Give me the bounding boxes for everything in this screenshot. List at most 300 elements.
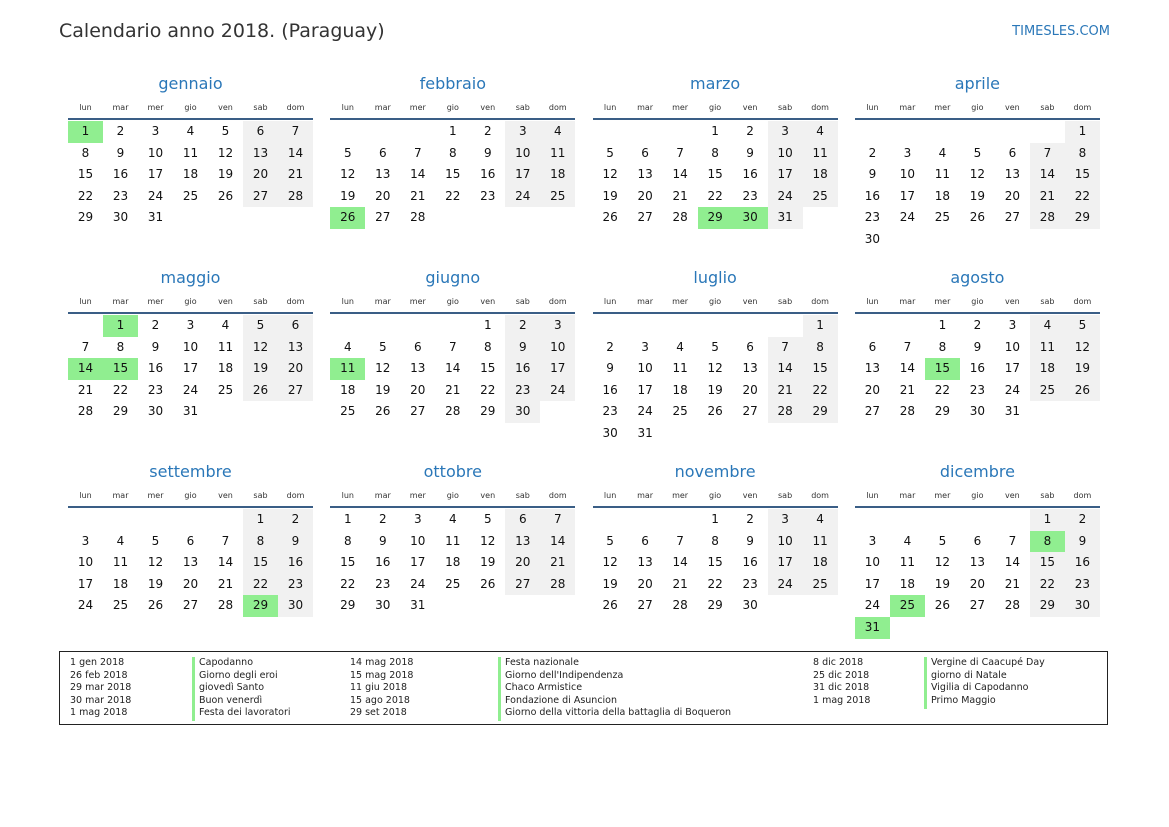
- day-cell: 2: [746, 512, 754, 526]
- day-cell: 20: [410, 382, 426, 397]
- weekday-header: ven: [480, 103, 496, 112]
- day-cell: 30: [375, 598, 391, 613]
- holiday-day-cell: 15: [103, 358, 138, 380]
- weekday-header: mer: [147, 297, 164, 306]
- day-cell: 12: [480, 533, 496, 548]
- day-cell: 11: [540, 143, 575, 165]
- day-cell: 30: [1065, 595, 1100, 617]
- weekday-header: gio: [708, 297, 722, 306]
- day-cell: 15: [243, 552, 278, 574]
- day-cell: 2: [151, 318, 160, 332]
- day-cell: 19: [243, 358, 278, 380]
- day-cell: 19: [1065, 358, 1100, 380]
- day-cell: 9: [483, 145, 492, 160]
- weekday-header: sab: [253, 491, 268, 500]
- day-cell: 30: [112, 210, 129, 225]
- day-cell: 20: [637, 576, 653, 591]
- legend-holiday-name: Festa dei lavoratori: [199, 707, 291, 718]
- day-cell: 9: [505, 337, 540, 359]
- day-cell: 24: [77, 598, 94, 613]
- day-cell: 6: [641, 533, 649, 548]
- month-name: marzo: [690, 74, 741, 93]
- weekday-header: lun: [603, 491, 617, 500]
- weekday-header: ven: [1005, 491, 1020, 500]
- day-cell: 12: [375, 361, 391, 376]
- weekday-header: sab: [253, 297, 268, 306]
- legend-date: 15 mag 2018: [350, 669, 414, 681]
- legend-date: 25 dic 2018: [813, 669, 870, 681]
- day-cell: 8: [1065, 143, 1100, 165]
- day-cell: 14: [1030, 164, 1065, 186]
- month-name: giugno: [425, 268, 481, 287]
- day-cell: 2: [746, 124, 754, 138]
- day-cell: 19: [602, 576, 618, 591]
- legend-date: 29 mar 2018: [70, 682, 132, 693]
- day-cell: 15: [1030, 552, 1065, 574]
- weekday-header: mer: [147, 491, 164, 500]
- day-cell: 20: [742, 382, 758, 397]
- weekday-header: ven: [742, 491, 758, 500]
- legend-holiday-name: Capodanno: [199, 657, 254, 668]
- day-cell: 18: [1030, 358, 1065, 380]
- day-cell: 16: [742, 555, 758, 570]
- weekday-header: ven: [218, 491, 233, 500]
- day-cell: 4: [448, 512, 457, 526]
- day-cell: 22: [480, 382, 496, 397]
- day-cell: 31: [410, 598, 426, 613]
- day-cell: 25: [340, 404, 356, 419]
- day-cell: 13: [375, 167, 391, 182]
- day-cell: 27: [505, 574, 540, 596]
- day-cell: 6: [278, 315, 313, 337]
- weekday-header: gio: [971, 297, 984, 306]
- header-rule: [593, 312, 838, 314]
- day-cell: 2: [1065, 509, 1100, 531]
- weekday-header: mar: [899, 297, 916, 306]
- day-cell: 17: [637, 382, 653, 397]
- day-cell: 11: [445, 533, 461, 548]
- weekday-header: lun: [79, 103, 92, 112]
- weekday-header: mar: [374, 297, 391, 306]
- day-cell: 17: [410, 555, 426, 570]
- day-cell: 31: [147, 210, 164, 225]
- day-cell: 12: [217, 145, 234, 160]
- day-cell: 18: [934, 188, 951, 203]
- legend-holiday-name: Giorno della vittoria della battaglia di Boqueron: [505, 707, 732, 718]
- holiday-day-cell: 1: [103, 315, 138, 337]
- weekday-header: ven: [1005, 103, 1020, 112]
- day-cell: 14: [445, 361, 461, 376]
- day-cell: 15: [445, 167, 461, 182]
- legend-holiday-name: Primo Maggio: [931, 694, 996, 706]
- day-cell: 2: [116, 124, 125, 138]
- weekday-header: mer: [672, 103, 689, 112]
- day-cell: 25: [445, 576, 461, 591]
- day-cell: 3: [81, 533, 90, 548]
- day-cell: 30: [147, 404, 164, 419]
- day-cell: 28: [768, 401, 803, 423]
- day-cell: 13: [278, 337, 313, 359]
- day-cell: 22: [707, 576, 723, 591]
- weekday-header: lun: [79, 491, 92, 500]
- day-cell: 9: [606, 361, 614, 376]
- weekday-header: sab: [515, 491, 530, 500]
- day-cell: 27: [375, 210, 391, 225]
- weekday-header: mar: [637, 297, 654, 306]
- day-cell: 26: [147, 598, 164, 613]
- weekday-header: dom: [811, 103, 829, 112]
- day-cell: 7: [1030, 143, 1065, 165]
- day-cell: 1: [1030, 509, 1065, 531]
- day-cell: 8: [483, 339, 492, 354]
- month-name: febbraio: [419, 74, 486, 93]
- weekday-header: gio: [184, 103, 197, 112]
- day-cell: 29: [340, 598, 356, 613]
- weekday-header: dom: [1073, 491, 1092, 500]
- day-cell: 27: [410, 404, 426, 419]
- day-cell: 20: [969, 576, 986, 591]
- day-cell: 23: [147, 382, 164, 397]
- day-cell: 21: [217, 576, 234, 591]
- day-cell: 23: [742, 576, 758, 591]
- day-cell: 11: [803, 143, 838, 165]
- weekday-header: sab: [778, 297, 793, 306]
- day-cell: 17: [1004, 361, 1021, 376]
- month-name: maggio: [160, 268, 221, 287]
- day-cell: 3: [540, 315, 575, 337]
- legend-names-col3: [931, 657, 1045, 707]
- day-cell: 21: [899, 382, 916, 397]
- day-cell: 13: [1004, 167, 1021, 182]
- day-cell: 17: [768, 164, 803, 186]
- day-cell: 23: [742, 188, 758, 203]
- header-rule: [68, 118, 313, 120]
- weekday-header: mar: [899, 491, 916, 500]
- weekday-header: mer: [409, 297, 426, 306]
- legend-dates-col3: [813, 657, 870, 707]
- day-cell: 13: [182, 555, 199, 570]
- page-title: Calendario anno 2018. (Paraguay): [59, 20, 385, 42]
- day-cell: 24: [768, 186, 803, 208]
- day-cell: 24: [768, 574, 803, 596]
- day-cell: 31: [182, 404, 199, 419]
- day-cell: 27: [637, 598, 653, 613]
- day-cell: 25: [182, 188, 199, 203]
- day-cell: 1: [938, 318, 947, 332]
- weekday-header: dom: [548, 103, 567, 112]
- weekday-header: dom: [286, 297, 305, 306]
- day-cell: 29: [803, 401, 838, 423]
- month-name: aprile: [954, 74, 1001, 93]
- day-cell: 12: [243, 337, 278, 359]
- weekday-header: mer: [934, 297, 951, 306]
- header-rule: [855, 506, 1100, 508]
- day-cell: 3: [903, 145, 912, 160]
- day-cell: 16: [375, 555, 391, 570]
- legend-holiday-name: Fondazione di Asuncion: [505, 694, 618, 706]
- legend-holiday-name: Vergine di Caacupé Day: [931, 657, 1045, 668]
- day-cell: 5: [606, 533, 614, 548]
- legend-holiday-name: Festa nazionale: [505, 657, 579, 668]
- day-cell: 13: [243, 143, 278, 165]
- day-cell: 1: [711, 124, 719, 138]
- day-cell: 5: [938, 533, 947, 548]
- day-cell: 1: [243, 509, 278, 531]
- day-cell: 3: [413, 512, 422, 526]
- day-cell: 8: [803, 337, 838, 359]
- holiday-day-cell: 11: [330, 358, 365, 380]
- brand-link[interactable]: TIMESLES.COM: [1012, 24, 1110, 39]
- day-cell: 28: [1004, 598, 1021, 613]
- legend-dates-col1: [70, 657, 131, 720]
- day-cell: 17: [899, 188, 916, 203]
- holiday-day-cell: 26: [330, 207, 365, 229]
- day-cell: 28: [672, 598, 688, 613]
- day-cell: 10: [768, 531, 803, 553]
- legend-separator: [192, 657, 195, 721]
- weekday-header: sab: [515, 297, 530, 306]
- weekday-header: mar: [637, 491, 654, 500]
- day-cell: 12: [602, 555, 618, 570]
- day-cell: 17: [864, 576, 881, 591]
- weekday-header: mar: [112, 491, 129, 500]
- header-rule: [855, 118, 1100, 120]
- day-cell: 27: [243, 186, 278, 208]
- day-cell: 16: [147, 361, 164, 376]
- day-cell: 11: [899, 555, 916, 570]
- day-cell: 18: [803, 552, 838, 574]
- month-name: novembre: [674, 462, 756, 481]
- holiday-day-cell: 31: [855, 617, 890, 639]
- weekday-header: lun: [79, 297, 92, 306]
- day-cell: 23: [505, 380, 540, 402]
- day-cell: 23: [278, 574, 313, 596]
- day-cell: 5: [221, 124, 230, 138]
- legend-date: 30 mar 2018: [70, 694, 132, 706]
- legend-date: 29 set 2018: [350, 707, 407, 718]
- day-cell: 27: [637, 210, 653, 225]
- day-cell: 18: [899, 576, 916, 591]
- day-cell: 7: [413, 145, 422, 160]
- day-cell: 28: [445, 404, 461, 419]
- weekday-header: ven: [742, 103, 758, 112]
- day-cell: 16: [278, 552, 313, 574]
- day-cell: 22: [1065, 186, 1100, 208]
- day-cell: 31: [1004, 404, 1021, 419]
- weekday-header: mer: [934, 491, 951, 500]
- weekday-header: dom: [286, 103, 305, 112]
- weekday-header: mar: [899, 103, 916, 112]
- day-cell: 23: [480, 188, 496, 203]
- weekday-header: gio: [708, 103, 722, 112]
- day-cell: 25: [803, 574, 838, 596]
- day-cell: 22: [1030, 574, 1065, 596]
- day-cell: 23: [969, 382, 986, 397]
- day-cell: 23: [112, 188, 129, 203]
- day-cell: 18: [672, 382, 688, 397]
- day-cell: 16: [505, 358, 540, 380]
- day-cell: 29: [1065, 207, 1100, 229]
- day-cell: 9: [868, 167, 877, 182]
- day-cell: 14: [672, 167, 688, 182]
- weekday-header: sab: [1040, 103, 1055, 112]
- day-cell: 31: [768, 207, 803, 229]
- day-cell: 28: [77, 404, 94, 419]
- day-cell: 11: [112, 555, 129, 570]
- day-cell: 5: [378, 339, 387, 354]
- header-rule: [68, 312, 313, 314]
- holiday-day-cell: 25: [890, 595, 925, 617]
- day-cell: 14: [899, 361, 916, 376]
- day-cell: 27: [1004, 210, 1021, 225]
- day-cell: 1: [1065, 121, 1100, 143]
- day-cell: 4: [676, 339, 684, 354]
- day-cell: 1: [803, 315, 838, 337]
- day-cell: 19: [375, 382, 391, 397]
- header-rule: [593, 118, 838, 120]
- legend-holiday-name: Buon venerdì: [199, 694, 263, 706]
- day-cell: 9: [1065, 531, 1100, 553]
- legend-date: 15 ago 2018: [350, 694, 410, 706]
- month-name: dicembre: [939, 462, 1015, 481]
- day-cell: 8: [116, 339, 125, 354]
- day-cell: 30: [864, 232, 881, 246]
- weekday-header: mer: [409, 491, 426, 500]
- day-cell: 25: [1030, 380, 1065, 402]
- legend-names-col1: [199, 657, 291, 720]
- day-cell: 30: [278, 595, 313, 617]
- holiday-day-cell: 29: [698, 207, 733, 229]
- day-cell: 21: [672, 576, 688, 591]
- header-rule: [330, 118, 575, 120]
- legend-holiday-name: Giorno dell'Indipendenza: [505, 669, 624, 681]
- day-cell: 25: [540, 186, 575, 208]
- day-cell: 19: [602, 188, 618, 203]
- weekday-header: ven: [218, 297, 233, 306]
- day-cell: 29: [480, 404, 496, 419]
- day-cell: 28: [899, 404, 916, 419]
- day-cell: 24: [505, 186, 540, 208]
- day-cell: 6: [413, 339, 422, 354]
- day-cell: 11: [217, 339, 234, 354]
- weekday-header: sab: [253, 103, 268, 112]
- day-cell: 17: [77, 576, 94, 591]
- day-cell: 17: [147, 167, 164, 182]
- day-cell: 24: [540, 380, 575, 402]
- weekday-header: gio: [184, 297, 197, 306]
- day-cell: 3: [151, 124, 160, 138]
- day-cell: 2: [606, 339, 614, 354]
- day-cell: 29: [934, 404, 951, 419]
- weekday-header: sab: [1040, 297, 1055, 306]
- day-cell: 14: [278, 143, 313, 165]
- weekday-header: lun: [866, 103, 879, 112]
- day-cell: 25: [672, 404, 688, 419]
- weekday-header: dom: [548, 297, 567, 306]
- day-cell: 7: [448, 339, 457, 354]
- day-cell: 16: [1065, 552, 1100, 574]
- day-cell: 5: [973, 145, 982, 160]
- day-cell: 4: [803, 509, 838, 531]
- weekday-header: sab: [778, 103, 793, 112]
- weekday-header: sab: [778, 491, 793, 500]
- day-cell: 10: [864, 555, 881, 570]
- weekday-header: dom: [1073, 103, 1092, 112]
- day-cell: 1: [483, 318, 492, 332]
- day-cell: 10: [540, 337, 575, 359]
- day-cell: 17: [505, 164, 540, 186]
- weekday-header: lun: [341, 491, 354, 500]
- day-cell: 23: [602, 404, 618, 419]
- day-cell: 7: [278, 121, 313, 143]
- weekday-header: mar: [374, 491, 391, 500]
- weekday-header: ven: [480, 297, 496, 306]
- day-cell: 2: [973, 318, 982, 332]
- day-cell: 23: [864, 210, 881, 225]
- day-cell: 24: [637, 404, 653, 419]
- day-cell: 21: [672, 188, 688, 203]
- day-cell: 4: [540, 121, 575, 143]
- day-cell: 25: [934, 210, 951, 225]
- day-cell: 3: [641, 339, 649, 354]
- day-cell: 30: [505, 401, 540, 423]
- day-cell: 9: [151, 339, 160, 354]
- day-cell: 11: [182, 145, 199, 160]
- day-cell: 20: [278, 358, 313, 380]
- weekday-header: lun: [341, 103, 354, 112]
- day-cell: 10: [899, 167, 916, 182]
- day-cell: 5: [343, 145, 352, 160]
- day-cell: 16: [602, 382, 618, 397]
- day-cell: 31: [637, 426, 653, 440]
- day-cell: 1: [448, 124, 457, 138]
- day-cell: 21: [278, 164, 313, 186]
- day-cell: 27: [742, 404, 758, 419]
- day-cell: 9: [378, 533, 387, 548]
- day-cell: 10: [1004, 339, 1021, 354]
- day-cell: 20: [375, 188, 391, 203]
- day-cell: 29: [112, 404, 129, 419]
- holiday-day-cell: 8: [1030, 531, 1065, 553]
- day-cell: 10: [77, 555, 94, 570]
- day-cell: 12: [707, 361, 723, 376]
- day-cell: 27: [182, 598, 199, 613]
- day-cell: 20: [243, 164, 278, 186]
- day-cell: 24: [899, 210, 916, 225]
- header-rule: [330, 312, 575, 314]
- day-cell: 18: [445, 555, 461, 570]
- legend-holiday-name: Chaco Armistice: [505, 682, 583, 693]
- day-cell: 12: [1065, 337, 1100, 359]
- month-name: gennaio: [158, 74, 223, 93]
- day-cell: 13: [742, 361, 758, 376]
- day-cell: 26: [243, 380, 278, 402]
- holiday-day-cell: 29: [243, 595, 278, 617]
- day-cell: 20: [1004, 188, 1021, 203]
- day-cell: 19: [480, 555, 496, 570]
- day-cell: 27: [278, 380, 313, 402]
- day-cell: 14: [540, 531, 575, 553]
- header-rule: [330, 506, 575, 508]
- weekday-header: mer: [934, 103, 951, 112]
- day-cell: 5: [1065, 315, 1100, 337]
- weekday-header: mer: [409, 103, 426, 112]
- weekday-header: mer: [672, 297, 689, 306]
- day-cell: 26: [217, 188, 234, 203]
- day-cell: 30: [969, 404, 986, 419]
- month-name: luglio: [693, 268, 737, 287]
- day-cell: 5: [483, 512, 492, 526]
